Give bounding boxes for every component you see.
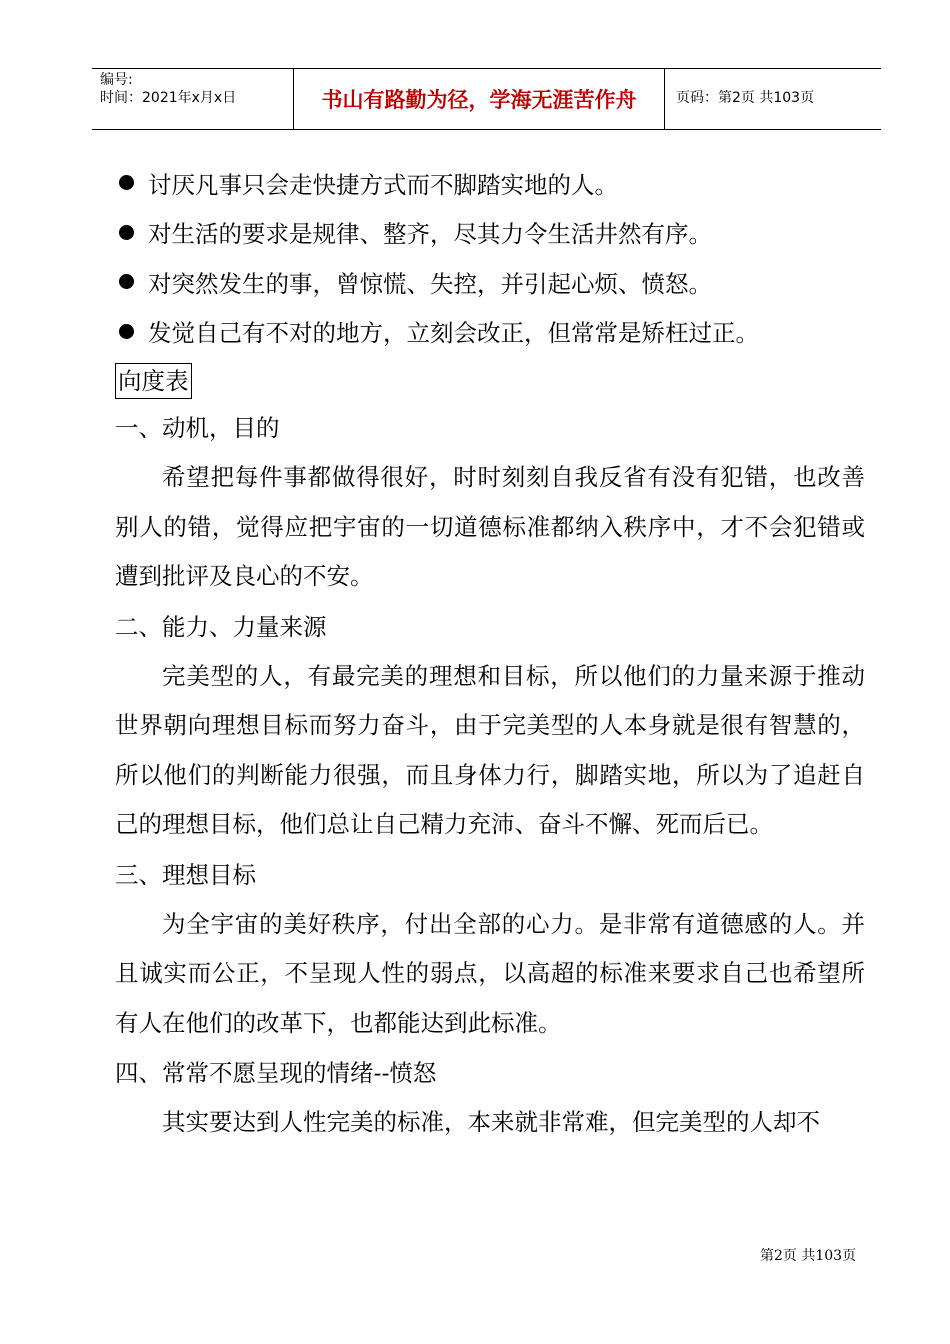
bullet-text: 对突然发生的事，曾惊慌、失控，并引起心烦、愤怒。 [148,269,712,298]
section-paragraph: 其实要达到人性完美的标准，本来就非常难，但完美型的人却不 [162,1108,820,1136]
list-item [115,307,865,357]
bullet-icon [119,324,134,339]
bullet-icon [119,225,134,240]
number-label: 编号: [100,72,133,88]
header-page-info: 页码：第2页 共103页 [676,90,815,106]
footer-page-info: 第2页 共103页 [760,1248,857,1264]
bullet-text: 发觉自己有不对的地方，立刻会改正，但常常是矫枉过正。 [148,319,759,348]
document-body [115,158,865,1148]
header-motto: 书山有路勤为径，学海无涯苦作舟 [293,68,665,130]
section-paragraph: 完美型的人，有最完美的理想和目标，所以他们的力量来源于推动世界朝向理想目标而努力奋斗，由于完美型的人本身就是很有智慧的，所以他们的判断能力很强，而且身体力行，脚踏实地，所以为了追赶自己的理想目标，他们总让自己精力充沛、奋斗不懈、死而后已。 [115,661,865,838]
section-heading: 四、常常不愿呈现的情绪--愤怒 [115,1059,437,1087]
list-item [115,158,865,208]
list-item [115,208,865,258]
time-label: 时间：2021年x月x日 [100,90,237,106]
boxed-title: 向度表 [115,363,192,399]
section-heading: 三、理想目标 [115,860,256,889]
page-header [92,68,881,130]
section-heading: 二、能力、力量来源 [115,612,327,641]
section-paragraph: 为全宇宙的美好秩序，付出全部的心力。是非常有道德感的人。并且诚实而公正，不呈现人性的弱点，以高超的标准来要求自己也希望所有人在他们的改革下，也都能达到此标准。 [115,909,865,1037]
bullet-text: 对生活的要求是规律、整齐，尽其力令生活井然有序。 [148,220,712,249]
bullet-text: 讨厌凡事只会走快捷方式而不脚踏实地的人。 [148,170,618,199]
list-item [115,257,865,307]
header-meta [100,71,290,107]
bullet-icon [119,274,134,289]
section-heading: 一、动机，目的 [115,414,280,442]
bullet-icon [119,175,134,190]
section-paragraph: 希望把每件事都做得很好，时时刻刻自我反省有没有犯错，也改善别人的错，觉得应把宇宙的一切道德标准都纳入秩序中，才不会犯错或遭到批评及良心的不安。 [115,463,865,590]
